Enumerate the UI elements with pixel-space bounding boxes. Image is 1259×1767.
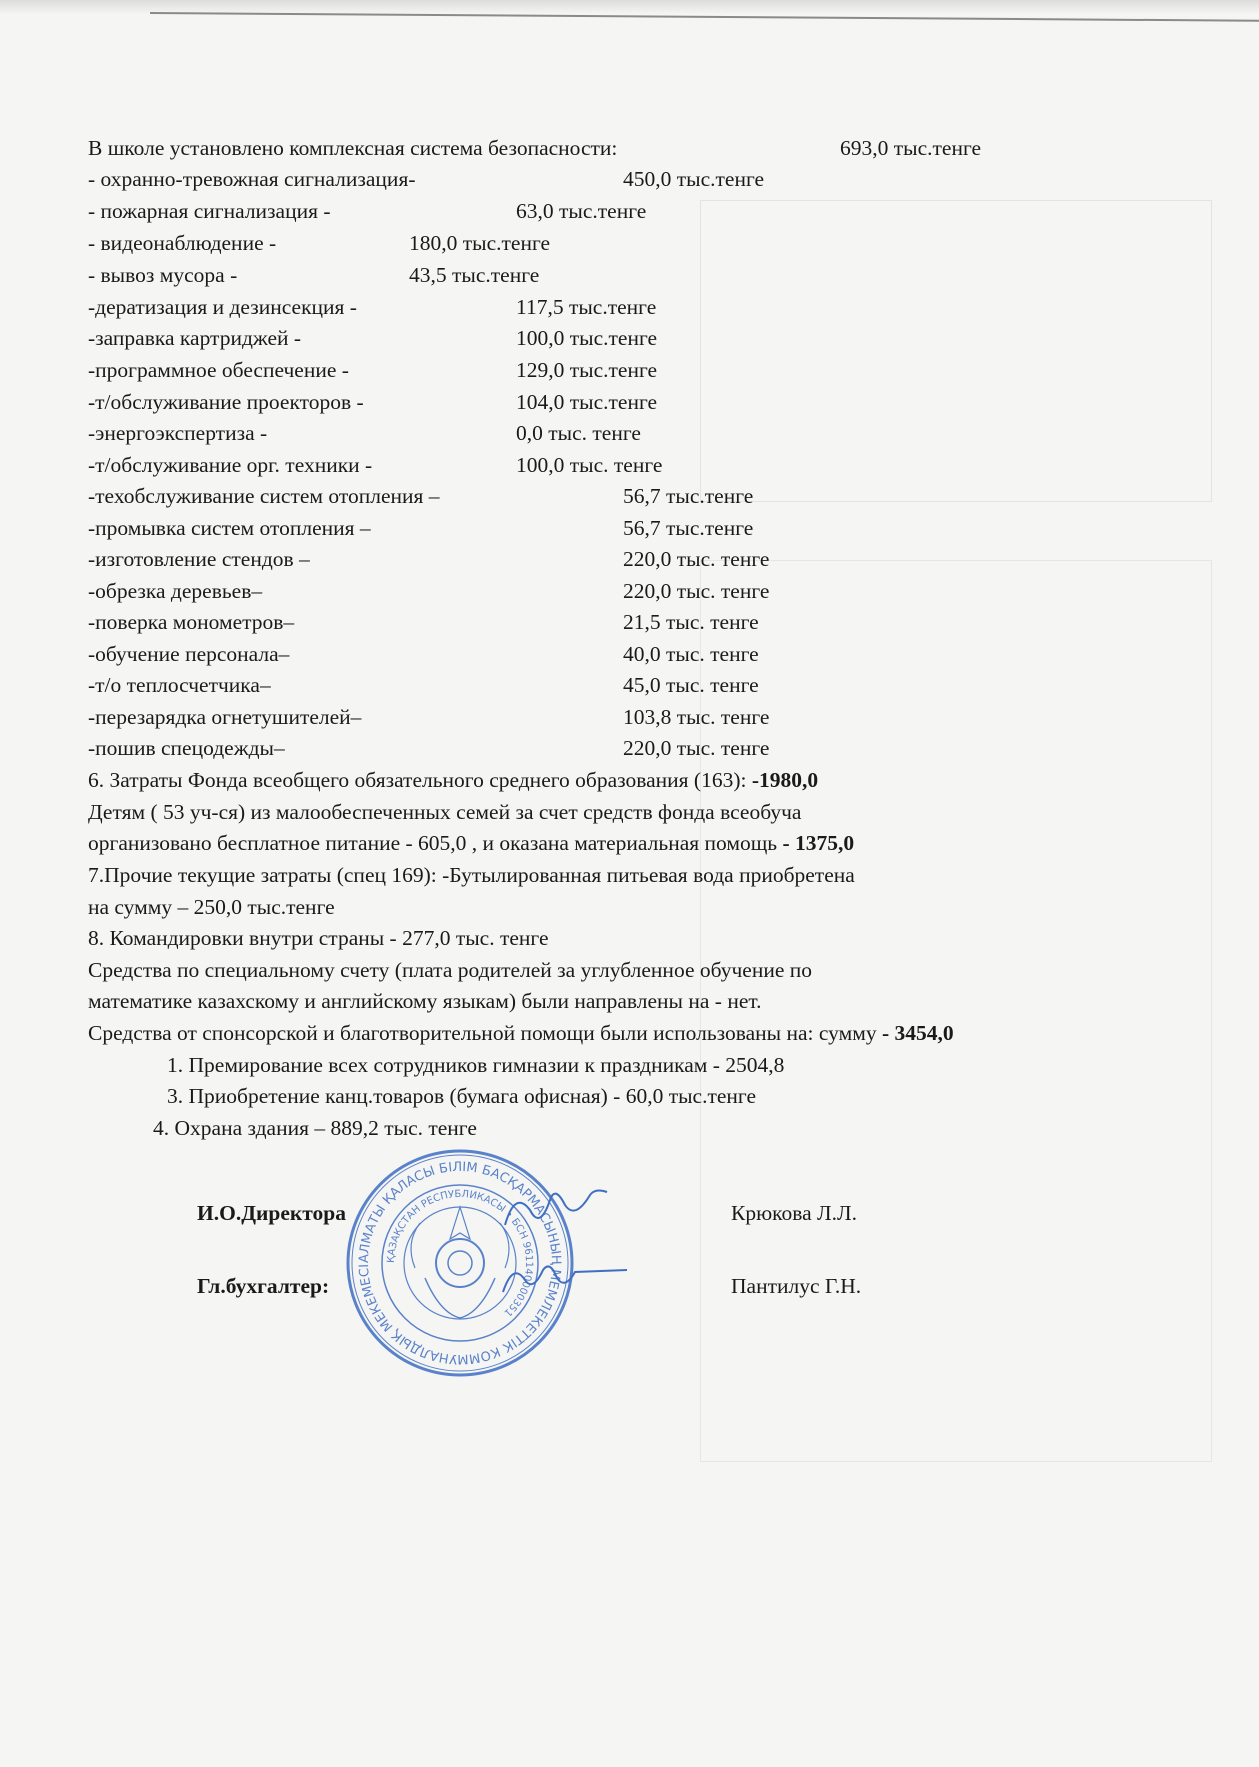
maintenance-amount: 45,0 тыс. тенге [623,673,759,697]
accountant-name: Пантилус Г.Н. [731,1274,862,1298]
maintenance-label: -изготовление стендов – [88,547,310,571]
security-item-label: - охранно-тревожная сигнализация- [88,167,416,191]
maintenance-amount: 56,7 тыс.тенге [623,484,754,508]
special-account-line1: Средства по специальному счету (плата родителей за углубленное обучение по [88,958,813,982]
seal-outer-text: АЛМАТЫ ҚАЛАСЫ БІЛІМ БАСҚАРМАСЫНЫҢ МЕМЛЕКЕТТІК КОММУНАЛДЫҚ МЕКЕМЕСІ [356,1159,564,1367]
maintenance-label: -обучение персонала– [88,642,290,666]
security-item-amount: 450,0 тыс.тенге [623,167,765,191]
service-amount: 100,0 тыс. тенге [516,453,663,477]
section6-line3 [88,830,854,856]
accountant-signature [495,1252,635,1302]
service-amount: 0,0 тыс. тенге [516,421,641,445]
director-name: Крюкова Л.Л. [731,1201,857,1225]
maintenance-label: -техобслуживание систем отопления – [88,484,440,508]
security-item-amount: 63,0 тыс.тенге [516,199,647,223]
special-account-line2: математике казахскому и английскому языкам) были направлены на - нет. [88,989,762,1013]
security-item-label: - видеонаблюдение - [88,231,277,255]
security-title: В школе установлено комплексная система безопасности: [88,136,618,160]
service-amount: 104,0 тыс.тенге [516,390,658,414]
maintenance-label: -промывка систем отопления – [88,516,371,540]
security-item-amount: 43,5 тыс.тенге [409,263,540,287]
sponsorship-heading [88,1020,954,1046]
security-item-label: - вывоз мусора - [88,263,238,287]
service-label: -т/обслуживание орг. техники - [88,453,373,477]
section6-line3-text: организовано бесплатное питание - 605,0 , и оказана материальная помощь [88,831,783,855]
section6-line2: Детям ( 53 уч-ся) из малообеспеченных семей за счет средств фонда всеобуча [88,800,802,824]
service-amount: 100,0 тыс.тенге [516,326,658,350]
service-label: -заправка картриджей - [88,326,302,350]
sponsorship-item: 1. Премирование всех сотрудников гимназии к праздникам - 2504,8 [167,1053,785,1077]
service-label: -программное обеспечение - [88,358,349,382]
section7-line1: 7.Прочие текущие затраты (спец 169): -Бутылированная питьевая вода приобретена [88,863,855,887]
section6-line3-value: - 1375,0 [782,831,855,855]
sponsorship-value: - 3454,0 [881,1021,954,1045]
director-label: И.О.Директора [197,1201,346,1225]
accountant-label: Гл.бухгалтер: [197,1274,330,1298]
maintenance-label: -обрезка деревьев– [88,579,263,603]
maintenance-amount: 40,0 тыс. тенге [623,642,759,666]
service-label: -энергоэкспертиза - [88,421,268,445]
sponsorship-text: Средства от спонсорской и благотворительной помощи были использованы на: сумму [88,1021,882,1045]
director-signature [495,1180,615,1240]
section8-line: 8. Командировки внутри страны - 277,0 тыс. тенге [88,926,549,950]
section6-text: 6. Затраты Фонда всеобщего обязательного среднего образования (163): [88,768,752,792]
section6-heading [88,767,818,793]
security-total: 693,0 тыс.тенге [840,136,982,160]
maintenance-amount: 220,0 тыс. тенге [623,736,770,760]
section6-value: -1980,0 [751,768,819,792]
sponsorship-item: 3. Приобретение канц.товаров (бумага офисная) - 60,0 тыс.тенге [167,1084,756,1108]
maintenance-label: -т/о теплосчетчика– [88,673,271,697]
maintenance-label: -поверка монометров– [88,610,295,634]
maintenance-label: -пошив спецодежды– [88,736,285,760]
service-label: -дератизация и дезинсекция - [88,295,357,319]
service-amount: 117,5 тыс.тенге [516,295,657,319]
maintenance-amount: 220,0 тыс. тенге [623,547,770,571]
maintenance-label: -перезарядка огнетушителей– [88,705,362,729]
security-item-amount: 180,0 тыс.тенге [409,231,551,255]
maintenance-amount: 21,5 тыс. тенге [623,610,759,634]
maintenance-amount: 220,0 тыс. тенге [623,579,770,603]
service-label: -т/обслуживание проекторов - [88,390,364,414]
maintenance-amount: 103,8 тыс. тенге [623,705,770,729]
maintenance-amount: 56,7 тыс.тенге [623,516,754,540]
sponsorship-item: 4. Охрана здания – 889,2 тыс. тенге [153,1116,477,1140]
seal-inner-text: ҚАЗАҚСТАН РЕСПУБЛИКАСЫ • БСН 961140000351 [385,1188,535,1319]
section7-line2: на сумму – 250,0 тыс.тенге [88,895,335,919]
security-item-label: - пожарная сигнализация - [88,199,331,223]
service-amount: 129,0 тыс.тенге [516,358,658,382]
